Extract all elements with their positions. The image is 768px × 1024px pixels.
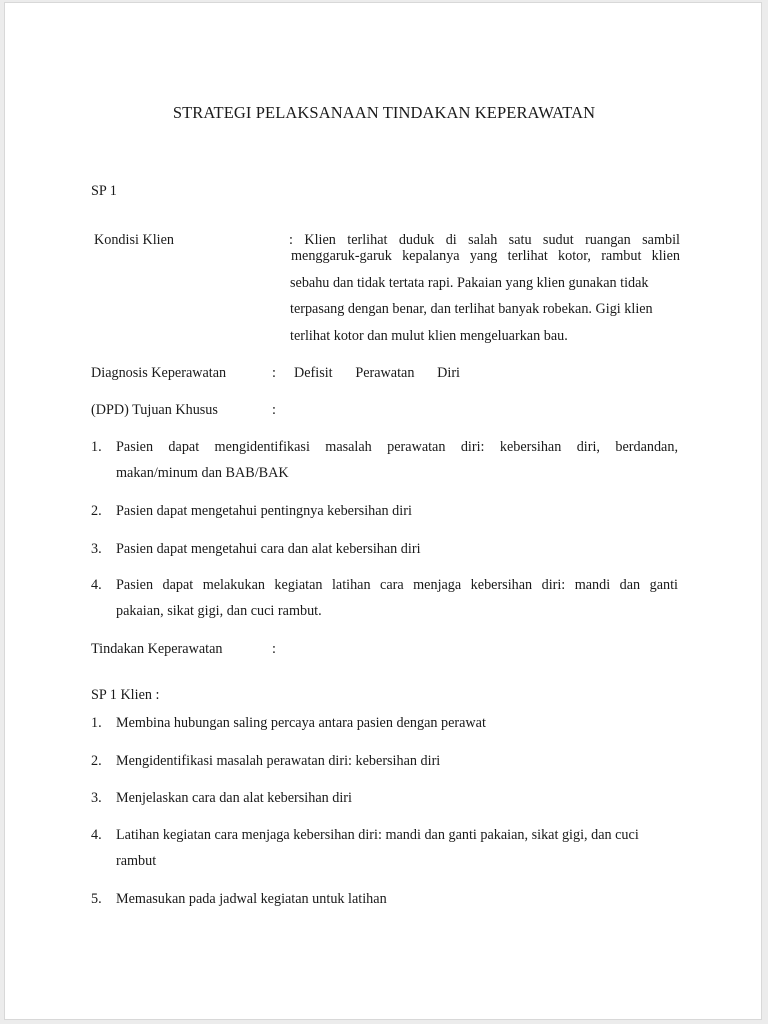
kondisi-line: sebahu dan tidak tertata rapi. Pakaian yang klien gunakan tidak <box>290 275 649 291</box>
tujuan-item-line: pakaian, sikat gigi, dan cuci rambut. <box>116 603 322 619</box>
sp-heading: SP 1 <box>91 183 117 199</box>
sp1-item-line: Mengidentifikasi masalah perawatan diri: kebersihan diri <box>116 753 441 769</box>
sp1-item-line: rambut <box>116 853 157 869</box>
kondisi-line: : Klien terlihat duduk di salah satu sudut ruangan sambil <box>289 232 680 248</box>
kondisi-label: Kondisi Klien <box>94 232 174 248</box>
diagnosis-word: Perawatan <box>355 365 415 381</box>
diagnosis-label: Diagnosis Keperawatan <box>91 365 227 381</box>
tujuan-item-line: Pasien dapat mengidentifikasi masalah perawatan diri: kebersihan diri, berdandan, <box>116 439 678 455</box>
tujuan-item-line: makan/minum dan BAB/BAK <box>116 465 289 481</box>
tindakan-colon: : <box>272 641 276 657</box>
sp1-klien-heading: SP 1 Klien : <box>91 687 160 703</box>
sp1-item-number: 4. <box>91 827 102 843</box>
kondisi-line: terpasang dengan benar, dan terlihat banyak robekan. Gigi klien <box>290 301 653 317</box>
tujuan-item-number: 1. <box>91 439 102 455</box>
tindakan-label: Tindakan Keperawatan <box>91 641 223 657</box>
kondisi-line: terlihat kotor dan mulut klien mengeluarkan bau. <box>290 328 568 344</box>
sp1-item-number: 5. <box>91 891 102 907</box>
sp1-item-number: 3. <box>91 790 102 806</box>
document-page <box>4 2 762 1020</box>
diagnosis-word: Defisit <box>294 365 333 381</box>
tujuan-item-line: Pasien dapat melakukan kegiatan latihan cara menjaga kebersihan diri: mandi dan ganti <box>116 577 678 593</box>
tujuan-item-line: Pasien dapat mengetahui pentingnya kebersihan diri <box>116 503 412 519</box>
diagnosis-value <box>294 365 460 382</box>
diagnosis-word: Diri <box>437 365 460 381</box>
kondisi-line: menggaruk-garuk kepalanya yang terlihat kotor, rambut klien <box>291 248 680 264</box>
tujuan-item-number: 2. <box>91 503 102 519</box>
tujuan-item-number: 3. <box>91 541 102 557</box>
sp1-item-line: Memasukan pada jadwal kegiatan untuk latihan <box>116 891 387 907</box>
tujuan-colon: : <box>272 402 276 418</box>
diagnosis-colon: : <box>272 365 276 381</box>
sp1-item-line: Latihan kegiatan cara menjaga kebersihan diri: mandi dan ganti pakaian, sikat gigi, dan cuci <box>116 827 639 843</box>
tujuan-item-number: 4. <box>91 577 102 593</box>
sp1-item-number: 2. <box>91 753 102 769</box>
document-title: STRATEGI PELAKSANAAN TINDAKAN KEPERAWATAN <box>172 103 596 122</box>
tujuan-item-line: Pasien dapat mengetahui cara dan alat kebersihan diri <box>116 541 421 557</box>
tujuan-label: (DPD) Tujuan Khusus <box>91 402 218 418</box>
sp1-item-line: Menjelaskan cara dan alat kebersihan diri <box>116 790 352 806</box>
sp1-item-line: Membina hubungan saling percaya antara pasien dengan perawat <box>116 715 486 731</box>
sp1-item-number: 1. <box>91 715 102 731</box>
